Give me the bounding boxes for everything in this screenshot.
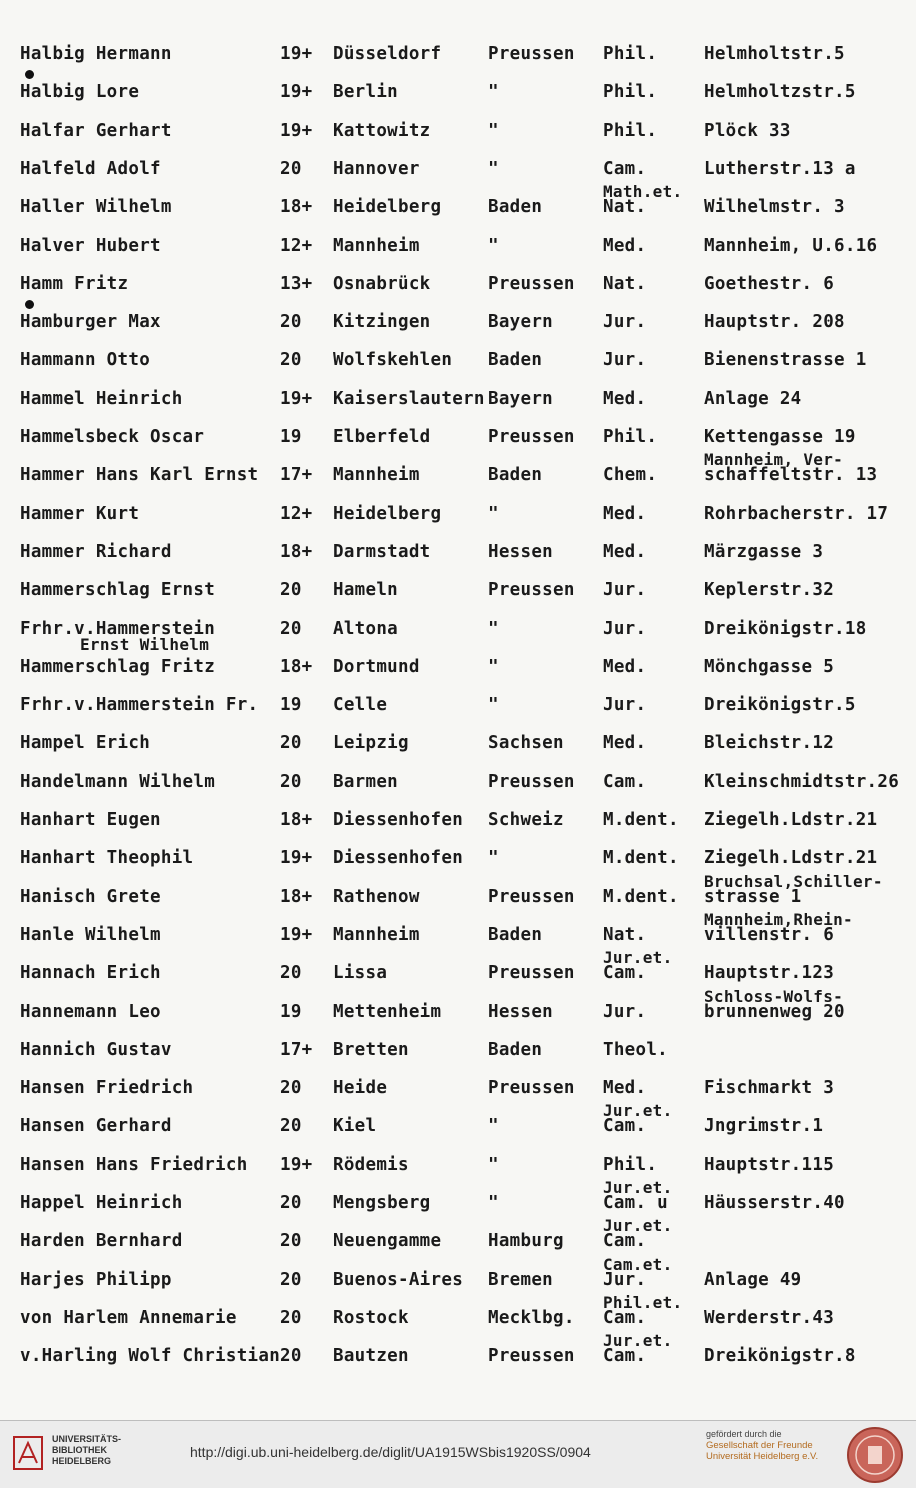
cell-place: Düsseldorf [333, 44, 442, 64]
register-row [0, 236, 916, 274]
cell-state: " [488, 120, 499, 141]
cell-age: 19+ [280, 848, 313, 869]
register-row [0, 619, 916, 657]
cell-address: Hauptstr. 208 [704, 312, 845, 333]
cell-address: villenstr. 6 [704, 924, 835, 945]
cell-place: Berlin [333, 82, 399, 103]
cell-address: Bleichstr.12 [704, 733, 835, 754]
sponsor-credit [706, 1429, 818, 1462]
cell-state: Hamburg [488, 1231, 564, 1252]
library-name-line: BIBLIOTHEK [52, 1445, 107, 1455]
cell-faculty: Nat. [603, 197, 647, 218]
cell-name: Haller Wilhelm [20, 197, 172, 218]
cell-place: Mannheim [333, 465, 420, 486]
cell-faculty: Nat. [603, 273, 647, 294]
cell-address: Dreikönigstr.8 [704, 1346, 856, 1367]
permalink-url[interactable]: http://digi.ub.uni-heidelberg.de/diglit/UA1915WSbis1920SS/0904 [190, 1444, 591, 1460]
cell-address: Anlage 24 [704, 388, 802, 409]
register-row [0, 450, 916, 503]
cell-address: Kettengasse 19 [704, 427, 856, 447]
register-row [0, 986, 916, 1040]
cell-address: Dreikönigstr.18 [704, 618, 867, 639]
cell-state: Bayern [488, 388, 554, 409]
cell-faculty: Med. [603, 388, 647, 409]
cell-age: 12+ [280, 503, 313, 524]
cell-place: Mannheim [333, 924, 420, 945]
cell-name: Hannemann Leo [20, 1001, 161, 1022]
register-row [0, 182, 916, 235]
cell-faculty: Phil. [603, 44, 658, 64]
cell-state: " [488, 656, 499, 677]
cell-address: Mannheim, U.6.16 [704, 235, 878, 256]
cell-address-prefix: Mannheim,Rhein- [704, 909, 853, 929]
register-row [0, 1178, 916, 1236]
cell-place: Heidelberg [333, 503, 442, 524]
cell-place: Hannover [333, 158, 420, 179]
cell-faculty: Phil. [603, 427, 658, 447]
cell-age: 19+ [280, 120, 313, 141]
cell-place: Heide [333, 1078, 388, 1099]
cell-name: Hanhart Theophil [20, 848, 194, 869]
cell-faculty: Med. [603, 733, 647, 754]
ink-dot-mark [25, 70, 34, 79]
cell-address-prefix: Mannheim, Ver- [704, 450, 844, 470]
cell-state: Bayern [488, 312, 554, 333]
cell-name: Frhr.v.Hammerstein [20, 618, 216, 639]
cell-place: Bretten [333, 1039, 409, 1060]
cell-place: Buenos-Aires [333, 1269, 464, 1290]
cell-faculty: Cam. [603, 1116, 647, 1137]
cell-state: Preussen [488, 1078, 575, 1099]
cell-state: Baden [488, 1039, 543, 1060]
cell-age: 20 [280, 1231, 302, 1252]
cell-place: Lissa [333, 963, 388, 984]
cell-state: " [488, 82, 499, 103]
cell-state: Preussen [488, 886, 575, 907]
cell-age: 20 [280, 1307, 302, 1328]
cell-state: " [488, 618, 499, 639]
cell-name: Hammann Otto [20, 350, 151, 371]
register-row [0, 580, 916, 618]
cell-address: Häusserstr.40 [704, 1193, 845, 1213]
cell-state: Baden [488, 924, 543, 945]
cell-faculty: Jur. [603, 312, 647, 333]
cell-age: 20 [280, 1346, 302, 1367]
cell-place: Kattowitz [333, 120, 431, 141]
cell-faculty: Phil. [603, 1154, 658, 1175]
library-name [52, 1434, 121, 1467]
cell-faculty-prefix: Jur.et. [603, 948, 673, 968]
cell-age: 19+ [280, 1154, 313, 1175]
cell-age: 18+ [280, 656, 313, 677]
register-row [0, 1101, 916, 1154]
cell-name: v.Harling Wolf Christian [20, 1346, 281, 1367]
cell-age: 20 [280, 158, 302, 179]
cell-name: Hanisch Grete [20, 886, 161, 907]
cell-faculty-prefix: Cam.et. [603, 1254, 673, 1274]
cell-place: Kaiserslautern [333, 388, 485, 409]
cell-place: Osnabrück [333, 273, 431, 294]
cell-name: von Harlem Annemarie [20, 1307, 237, 1328]
cell-state: Preussen [488, 1346, 575, 1367]
cell-faculty: Jur. [603, 618, 647, 639]
cell-place: Elberfeld [333, 427, 431, 447]
cell-address: Anlage 49 [704, 1269, 802, 1290]
cell-address: Helmholtstr.5 [704, 44, 845, 64]
register-row [0, 1078, 916, 1121]
cell-faculty: M.dent. [603, 848, 679, 869]
cell-name: Halfar Gerhart [20, 120, 172, 141]
cell-state: Mecklbg. [488, 1307, 575, 1328]
cell-name: Hansen Hans Friedrich [20, 1154, 248, 1175]
cell-age: 19+ [280, 388, 313, 409]
cell-place: Hameln [333, 580, 399, 601]
cell-faculty-prefix: Jur.et. [603, 1216, 673, 1236]
register-row [0, 810, 916, 848]
cell-age: 20 [280, 618, 302, 639]
cell-name: Hammer Kurt [20, 503, 140, 524]
cell-age: 19 [280, 1001, 302, 1022]
cell-place: Bautzen [333, 1346, 409, 1367]
cell-state: " [488, 503, 499, 524]
cell-address: Hauptstr.115 [704, 1154, 835, 1175]
cell-name: Hammel Heinrich [20, 388, 183, 409]
cell-name: Halver Hubert [20, 235, 161, 256]
cell-address: Märzgasse 3 [704, 541, 824, 562]
cell-name-continuation: Ernst Wilhelm [80, 634, 210, 654]
cell-age: 20 [280, 1193, 302, 1213]
cell-address: brunnenweg 20 [704, 1001, 845, 1022]
register-row [0, 274, 916, 312]
cell-state: " [488, 848, 499, 869]
cell-age: 18+ [280, 810, 313, 830]
cell-name: Harjes Philipp [20, 1269, 172, 1290]
cell-name: Hammelsbeck Oscar [20, 427, 205, 447]
cell-age: 20 [280, 1269, 302, 1290]
cell-state: Preussen [488, 963, 575, 984]
register-row [0, 1216, 916, 1269]
cell-age: 17+ [280, 465, 313, 486]
register-row [0, 504, 916, 542]
cell-address: Plöck 33 [704, 120, 791, 141]
cell-address: Keplerstr.32 [704, 580, 835, 601]
cell-state: " [488, 158, 499, 179]
cell-faculty: M.dent. [603, 810, 679, 830]
cell-faculty: Jur. [603, 695, 647, 716]
cell-faculty: Phil. [603, 120, 658, 141]
cell-faculty: Nat. [603, 924, 647, 945]
register-row [0, 82, 916, 120]
cell-faculty: Jur. [603, 350, 647, 371]
cell-name: Hammerschlag Fritz [20, 656, 216, 677]
cell-place: Darmstadt [333, 541, 431, 562]
cell-faculty-prefix: Jur.et. [603, 1331, 673, 1351]
cell-place: Leipzig [333, 733, 409, 754]
cell-place: Celle [333, 695, 388, 716]
cell-faculty-prefix: Jur.et. [603, 1101, 673, 1121]
cell-age: 19+ [280, 44, 313, 64]
cell-name: Halbig Lore [20, 82, 140, 103]
cell-place: Neuengamme [333, 1231, 442, 1252]
cell-faculty: Jur. [603, 1001, 647, 1022]
cell-address-prefix: Schloss-Wolfs- [704, 986, 844, 1006]
cell-name: Hansen Gerhard [20, 1116, 172, 1137]
cell-address: Mönchgasse 5 [704, 656, 835, 677]
cell-age: 20 [280, 350, 302, 371]
cell-state: Preussen [488, 427, 575, 447]
cell-state: Schweiz [488, 810, 564, 830]
cell-age: 20 [280, 771, 302, 792]
cell-address: Ziegelh.Ldstr.21 [704, 848, 878, 869]
cell-age: 20 [280, 1078, 302, 1099]
cell-faculty: Med. [603, 541, 647, 562]
cell-faculty: Med. [603, 656, 647, 677]
register-row [0, 1331, 916, 1384]
cell-state: " [488, 1154, 499, 1175]
cell-name: Hansen Friedrich [20, 1078, 194, 1099]
register-row [0, 695, 916, 733]
cell-place: Kiel [333, 1116, 377, 1137]
register-row [0, 657, 916, 695]
cell-state: Preussen [488, 771, 575, 792]
cell-state: Baden [488, 197, 543, 218]
cell-age: 19+ [280, 924, 313, 945]
cell-state: " [488, 1116, 499, 1137]
cell-faculty-prefix: Math.et. [603, 182, 683, 202]
cell-place: Heidelberg [333, 197, 442, 218]
cell-address: Wilhelmstr. 3 [704, 197, 845, 218]
cell-faculty: Theol. [603, 1039, 669, 1060]
cell-age: 20 [280, 1116, 302, 1137]
cell-age: 19+ [280, 82, 313, 103]
cell-address: Werderstr.43 [704, 1307, 835, 1328]
cell-name: Hampel Erich [20, 733, 151, 754]
register-row [0, 121, 916, 159]
cell-state: Bremen [488, 1269, 554, 1290]
cell-address: Rohrbacherstr. 17 [704, 503, 889, 524]
cell-faculty: Chem. [603, 465, 658, 486]
cell-age: 19 [280, 427, 302, 447]
register-row [0, 909, 916, 968]
cell-state: " [488, 235, 499, 256]
cell-faculty: Med. [603, 235, 647, 256]
cell-address: Hauptstr.123 [704, 963, 835, 984]
cell-name: Hamm Fritz [20, 273, 129, 294]
register-row [0, 542, 916, 580]
cell-name: Hammerschlag Ernst [20, 580, 216, 601]
cell-name: Hamburger Max [20, 312, 161, 333]
cell-place: Mannheim [333, 235, 420, 256]
cell-name: Handelmann Wilhelm [20, 771, 216, 792]
register-row [0, 1292, 916, 1351]
cell-name: Hanhart Eugen [20, 810, 161, 830]
cell-faculty-prefix: Phil.et. [603, 1292, 683, 1312]
cell-faculty: Jur. [603, 580, 647, 601]
cell-place: Mengsberg [333, 1193, 431, 1213]
cell-age: 18+ [280, 197, 313, 218]
cell-age: 20 [280, 580, 302, 601]
sponsor-name-line: Gesellschaft der Freunde [706, 1440, 813, 1451]
register-row [0, 350, 916, 388]
cell-faculty: Med. [603, 1078, 647, 1099]
cell-faculty: Cam. [603, 771, 647, 792]
cell-faculty: Cam. u [603, 1193, 669, 1213]
cell-place: Wolfskehlen [333, 350, 453, 371]
cell-age: 18+ [280, 541, 313, 562]
cell-address: Lutherstr.13 a [704, 158, 856, 179]
cell-state: " [488, 695, 499, 716]
library-name-line: HEIDELBERG [52, 1456, 112, 1466]
register-row [0, 772, 916, 810]
cell-address-prefix: Bruchsal,Schiller- [704, 871, 883, 891]
cell-faculty: Jur. [603, 1269, 647, 1290]
cell-state: Sachsen [488, 733, 564, 754]
register-row [0, 1254, 916, 1312]
cell-name: Happel Heinrich [20, 1193, 183, 1213]
cell-age: 18+ [280, 886, 313, 907]
cell-faculty: Cam. [603, 963, 647, 984]
cell-place: Kitzingen [333, 312, 431, 333]
cell-state: Preussen [488, 273, 575, 294]
cell-name: Hammer Hans Karl Ernst [20, 465, 259, 486]
footer-bar [0, 1420, 916, 1488]
cell-state: Hessen [488, 541, 554, 562]
cell-address: schaffeltstr. 13 [704, 465, 878, 486]
sponsor-name-line: Universität Heidelberg e.V. [706, 1451, 819, 1462]
cell-place: Mettenheim [333, 1001, 442, 1022]
cell-faculty-prefix: Jur.et. [603, 1178, 673, 1197]
library-name-line: UNIVERSITÄTS- [52, 1434, 122, 1444]
cell-state: Baden [488, 350, 543, 371]
cell-place: Diessenhofen [333, 848, 464, 869]
cell-name: Frhr.v.Hammerstein Fr. [20, 695, 259, 716]
cell-state: Preussen [488, 580, 575, 601]
cell-age: 19 [280, 695, 302, 716]
university-seal-icon [846, 1426, 904, 1484]
cell-address: Dreikönigstr.5 [704, 695, 856, 716]
cell-faculty: Cam. [603, 1346, 647, 1367]
cell-state: Hessen [488, 1001, 554, 1022]
cell-age: 20 [280, 312, 302, 333]
cell-name: Halfeld Adolf [20, 158, 161, 179]
cell-name: Hanle Wilhelm [20, 924, 161, 945]
cell-state: Preussen [488, 44, 575, 64]
cell-address: Bienenstrasse 1 [704, 350, 867, 371]
cell-name: Halbig Hermann [20, 44, 172, 64]
cell-address: Jngrimstr.1 [704, 1116, 824, 1137]
cell-age: 20 [280, 733, 302, 754]
sponsor-intro: gefördert durch die [706, 1429, 782, 1439]
cell-age: 12+ [280, 235, 313, 256]
cell-address: Kleinschmidtstr.26 [704, 771, 900, 792]
cell-name: Hannich Gustav [20, 1039, 172, 1060]
cell-place: Rostock [333, 1307, 409, 1328]
library-logo-icon [10, 1433, 46, 1473]
cell-name: Hammer Richard [20, 541, 172, 562]
cell-faculty: Cam. [603, 158, 647, 179]
cell-age: 20 [280, 963, 302, 984]
register-row [0, 158, 916, 202]
cell-address: Goethestr. 6 [704, 273, 835, 294]
register-row [0, 1040, 916, 1078]
cell-age: 13+ [280, 273, 313, 294]
cell-place: Diessenhofen [333, 810, 464, 830]
cell-age: 17+ [280, 1039, 313, 1060]
cell-address: Helmholtzstr.5 [704, 82, 856, 103]
cell-state: Baden [488, 465, 543, 486]
cell-faculty: M.dent. [603, 886, 679, 907]
cell-place: Altona [333, 618, 399, 639]
register-row [0, 44, 916, 82]
cell-state: " [488, 1193, 499, 1213]
cell-faculty: Cam. [603, 1307, 647, 1328]
register-row [0, 312, 916, 350]
cell-place: Rathenow [333, 886, 420, 907]
cell-faculty: Cam. [603, 1231, 647, 1252]
cell-name: Harden Bernhard [20, 1231, 183, 1252]
cell-place: Barmen [333, 771, 399, 792]
cell-name: Hannach Erich [20, 963, 161, 984]
ink-dot-mark [25, 300, 34, 309]
register-row [0, 389, 916, 427]
cell-place: Dortmund [333, 656, 420, 677]
cell-address: Fischmarkt 3 [704, 1078, 835, 1099]
cell-address: strasse 1 [704, 886, 802, 907]
register-row [0, 1154, 916, 1197]
cell-address: Ziegelh.Ldstr.21 [704, 810, 878, 830]
register-row [0, 733, 916, 771]
cell-faculty: Med. [603, 503, 647, 524]
cell-place: Rödemis [333, 1154, 409, 1175]
cell-faculty: Phil. [603, 82, 658, 103]
